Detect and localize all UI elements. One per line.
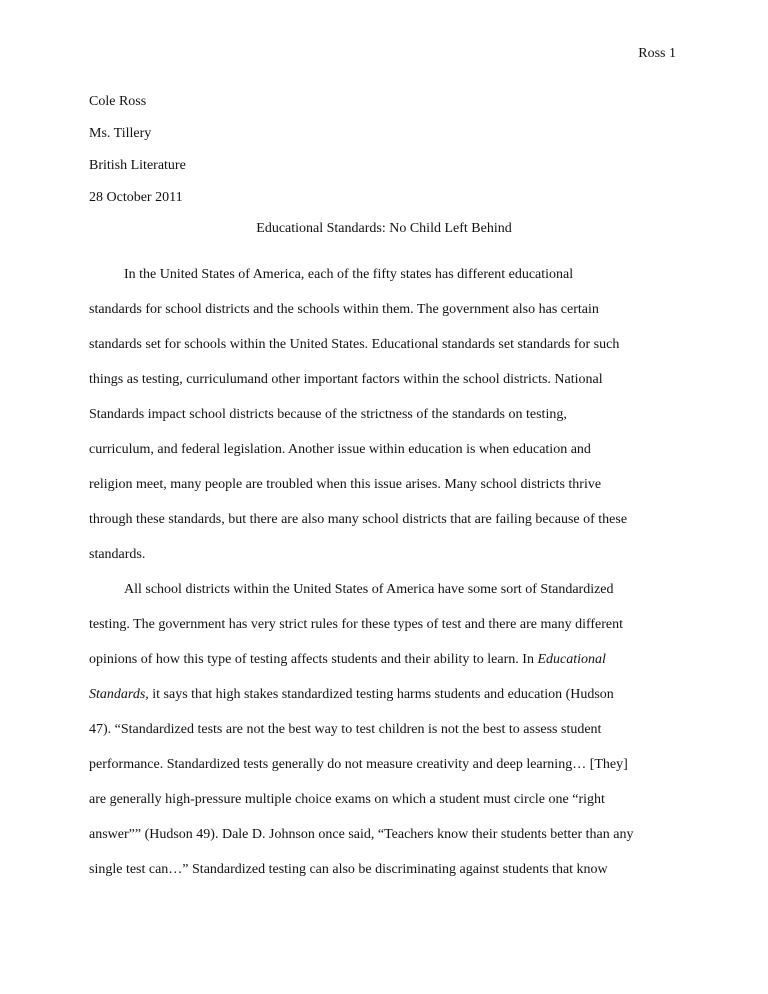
paragraph-1-line: Standards impact school districts because of the strictness of the standards on testing,: [89, 407, 567, 422]
paper-title: Educational Standards: No Child Left Behind: [256, 221, 512, 236]
paragraph-1-line: In the United States of America, each of the fifty states has different educational: [124, 267, 574, 282]
paragraph-2-line: [89, 650, 606, 670]
course-name: British Literature: [89, 158, 186, 173]
paragraph-1-line: standards for school districts and the schools within them. The government also has certain: [89, 302, 599, 317]
line-text: it says that high stakes standardized testing harms students and education (Hudson: [148, 687, 614, 702]
date: 28 October 2011: [89, 190, 183, 205]
author-name: Cole Ross: [89, 94, 147, 109]
book-title-italic: Standards,: [89, 687, 149, 702]
paragraph-1-line: things as testing, curriculumand other important factors within the school districts. National: [89, 372, 603, 387]
paragraph-2-line: performance. Standardized tests generally do not measure creativity and deep learning… [They]: [89, 757, 628, 772]
paragraph-2-line: answer”” (Hudson 49). Dale D. Johnson once said, “Teachers know their students better than any: [89, 827, 634, 842]
paragraph-1-line: religion meet, many people are troubled when this issue arises. Many school districts thrive: [89, 477, 602, 492]
line-text: opinions of how this type of testing affects students and their ability to learn. In: [89, 652, 538, 667]
running-head: Ross 1: [638, 46, 676, 61]
paragraph-2-line: are generally high-pressure multiple choice exams on which a student must circle one “right: [89, 792, 605, 807]
book-title-italic: Educational: [537, 652, 606, 667]
paragraph-2-line: single test can…” Standardized testing can also be discriminating against students that know: [89, 862, 608, 877]
instructor-name: Ms. Tillery: [89, 126, 152, 141]
paragraph-1-line: standards set for schools within the United States. Educational standards set standards for such: [89, 337, 620, 352]
paragraph-1-line: through these standards, but there are also many school districts that are failing because of these: [89, 512, 628, 527]
paragraph-2-line: All school districts within the United States of America have some sort of Standardized: [124, 582, 614, 597]
paragraph-2-line: testing. The government has very strict rules for these types of test and there are many different: [89, 617, 624, 632]
paragraph-1-line: curriculum, and federal legislation. Another issue within education is when education and: [89, 442, 591, 457]
paragraph-2-line: [89, 685, 614, 705]
paragraph-2-line: 47). “Standardized tests are not the best way to test children is not the best to assess student: [89, 722, 602, 737]
paragraph-1-line: standards.: [89, 547, 146, 562]
